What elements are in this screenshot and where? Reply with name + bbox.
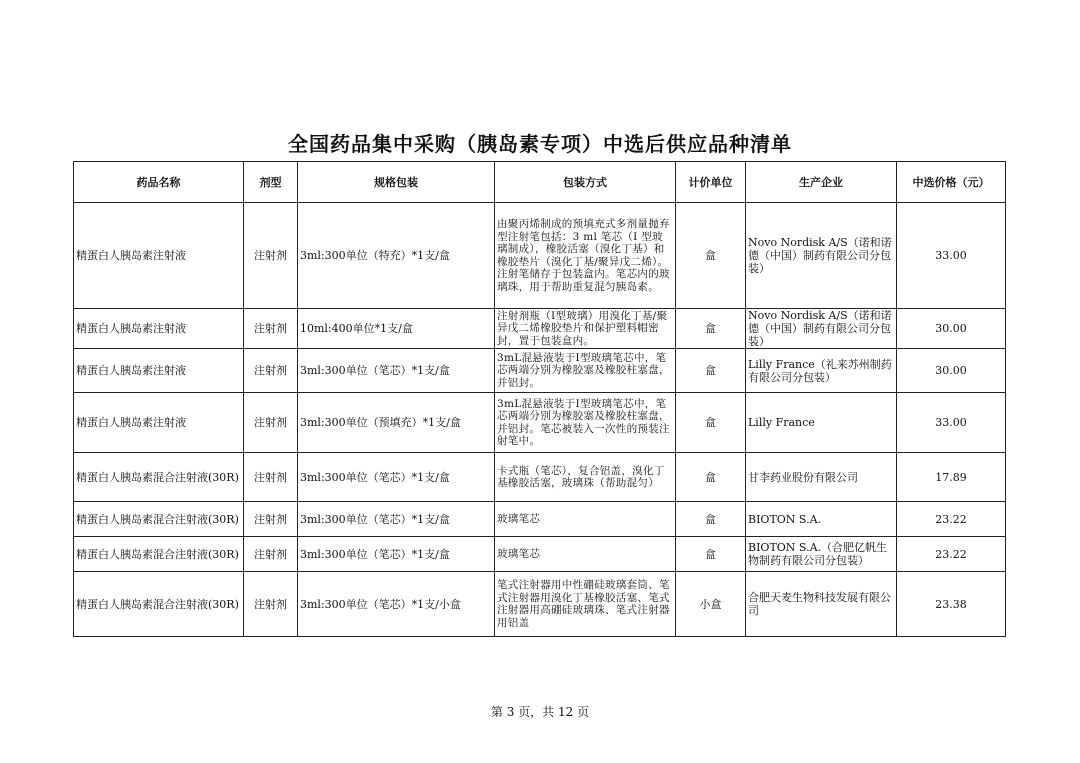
- table-row: [74, 203, 1006, 309]
- packaging-cell: 由聚丙烯制成的预填充式多剂量抛弃型注射笔包括：3 ml 笔芯（I 型玻璃制成），橡胶活塞（溴化丁基）和橡胶垫片（溴化丁基/聚异戊二烯）。注射笔储存于包装盒内。笔芯内的玻璃珠，用于帮助重复混匀胰岛素。: [495, 203, 676, 309]
- price-cell: 23.22: [897, 502, 1006, 537]
- drug-name-cell: 精蛋白人胰岛素注射液: [74, 309, 244, 349]
- dosage-form-cell: 注射剂: [244, 502, 298, 537]
- header-price: 中选价格（元）: [897, 162, 1006, 203]
- table-row: [74, 572, 1006, 637]
- header-packaging: 包装方式: [495, 162, 676, 203]
- unit-cell: 盒: [676, 453, 746, 502]
- table-row: [74, 393, 1006, 453]
- header-unit: 计价单位: [676, 162, 746, 203]
- dosage-form-cell: 注射剂: [244, 537, 298, 572]
- table-row: [74, 502, 1006, 537]
- specification-cell: 3ml:300单位（特充）*1支/盒: [298, 203, 495, 309]
- price-cell: 33.00: [897, 203, 1006, 309]
- manufacturer-cell: 甘李药业股份有限公司: [746, 453, 897, 502]
- specification-cell: 3ml:300单位（笔芯）*1支/盒: [298, 453, 495, 502]
- packaging-cell: 3mL混悬液装于Ⅰ型玻璃笔芯中，笔芯两端分别为橡胶塞及橡胶柱塞盘，并铝封。: [495, 349, 676, 393]
- manufacturer-cell: BIOTON S.A.（合肥亿帆生物制药有限公司分包装）: [746, 537, 897, 572]
- drug-name-cell: 精蛋白人胰岛素混合注射液(30R): [74, 537, 244, 572]
- price-cell: 30.00: [897, 349, 1006, 393]
- document-title: 全国药品集中采购（胰岛素专项）中选后供应品种清单: [288, 132, 792, 156]
- drug-name-cell: 精蛋白人胰岛素注射液: [74, 393, 244, 453]
- specification-cell: 3ml:300单位（笔芯）*1支/盒: [298, 349, 495, 393]
- page-number: 第 3 页，共 12 页: [490, 705, 590, 719]
- packaging-cell: 注射剂瓶（I型玻璃）用溴化丁基/聚异戊二烯橡胶垫片和保护塑料帽密封，置于包装盒内。: [495, 309, 676, 349]
- dosage-form-cell: 注射剂: [244, 309, 298, 349]
- dosage-form-cell: 注射剂: [244, 572, 298, 637]
- price-cell: 30.00: [897, 309, 1006, 349]
- drug-name-cell: 精蛋白人胰岛素注射液: [74, 349, 244, 393]
- unit-cell: 小盒: [676, 572, 746, 637]
- drug-supply-table: [73, 161, 1006, 637]
- dosage-form-cell: 注射剂: [244, 453, 298, 502]
- dosage-form-cell: 注射剂: [244, 393, 298, 453]
- specification-cell: 3ml:300单位（笔芯）*1支/盒: [298, 537, 495, 572]
- specification-cell: 3ml:300单位（笔芯）*1支/小盒: [298, 572, 495, 637]
- unit-cell: 盒: [676, 349, 746, 393]
- unit-cell: 盒: [676, 537, 746, 572]
- price-cell: 23.38: [897, 572, 1006, 637]
- manufacturer-cell: Novo Nordisk A/S（诺和诺德（中国）制药有限公司分包装）: [746, 203, 897, 309]
- manufacturer-cell: 合肥天麦生物科技发展有限公司: [746, 572, 897, 637]
- manufacturer-cell: Lilly France（礼来苏州制药有限公司分包装）: [746, 349, 897, 393]
- header-dosage-form: 剂型: [244, 162, 298, 203]
- packaging-cell: 玻璃笔芯: [495, 537, 676, 572]
- price-cell: 23.22: [897, 537, 1006, 572]
- manufacturer-cell: BIOTON S.A.: [746, 502, 897, 537]
- dosage-form-cell: 注射剂: [244, 349, 298, 393]
- price-cell: 33.00: [897, 393, 1006, 453]
- manufacturer-cell: Lilly France: [746, 393, 897, 453]
- drug-name-cell: 精蛋白人胰岛素混合注射液(30R): [74, 502, 244, 537]
- header-manufacturer: 生产企业: [746, 162, 897, 203]
- packaging-cell: 3mL混悬液装于Ⅰ型玻璃笔芯中，笔芯两端分别为橡胶塞及橡胶柱塞盘， 并铝封。笔芯被装入一次性的预装注射笔中。: [495, 393, 676, 453]
- unit-cell: 盒: [676, 502, 746, 537]
- dosage-form-cell: 注射剂: [244, 203, 298, 309]
- table-row: [74, 453, 1006, 502]
- packaging-cell: 玻璃笔芯: [495, 502, 676, 537]
- unit-cell: 盒: [676, 309, 746, 349]
- packaging-cell: 卡式瓶（笔芯），复合铝盖，溴化丁基橡胶活塞，玻璃珠（帮助混匀）: [495, 453, 676, 502]
- specification-cell: 3ml:300单位（笔芯）*1支/盒: [298, 502, 495, 537]
- drug-name-cell: 精蛋白人胰岛素注射液: [74, 203, 244, 309]
- table-row: [74, 537, 1006, 572]
- packaging-cell: 笔式注射器用中性硼硅玻璃套筒、笔式注射器用溴化丁基橡胶活塞、笔式注射器用高硼硅玻璃珠、笔式注射器用铝盖: [495, 572, 676, 637]
- drug-name-cell: 精蛋白人胰岛素混合注射液(30R): [74, 572, 244, 637]
- unit-cell: 盒: [676, 393, 746, 453]
- header-specification: 规格包装: [298, 162, 495, 203]
- table-row: [74, 309, 1006, 349]
- drug-name-cell: 精蛋白人胰岛素混合注射液(30R): [74, 453, 244, 502]
- header-drug-name: 药品名称: [74, 162, 244, 203]
- unit-cell: 盒: [676, 203, 746, 309]
- specification-cell: 10ml:400单位*1支/盒: [298, 309, 495, 349]
- table-row: [74, 349, 1006, 393]
- manufacturer-cell: Novo Nordisk A/S（诺和诺德（中国）制药有限公司分包装）: [746, 309, 897, 349]
- price-cell: 17.89: [897, 453, 1006, 502]
- specification-cell: 3ml:300单位（预填充）*1支/盒: [298, 393, 495, 453]
- table-header-row: [74, 162, 1006, 203]
